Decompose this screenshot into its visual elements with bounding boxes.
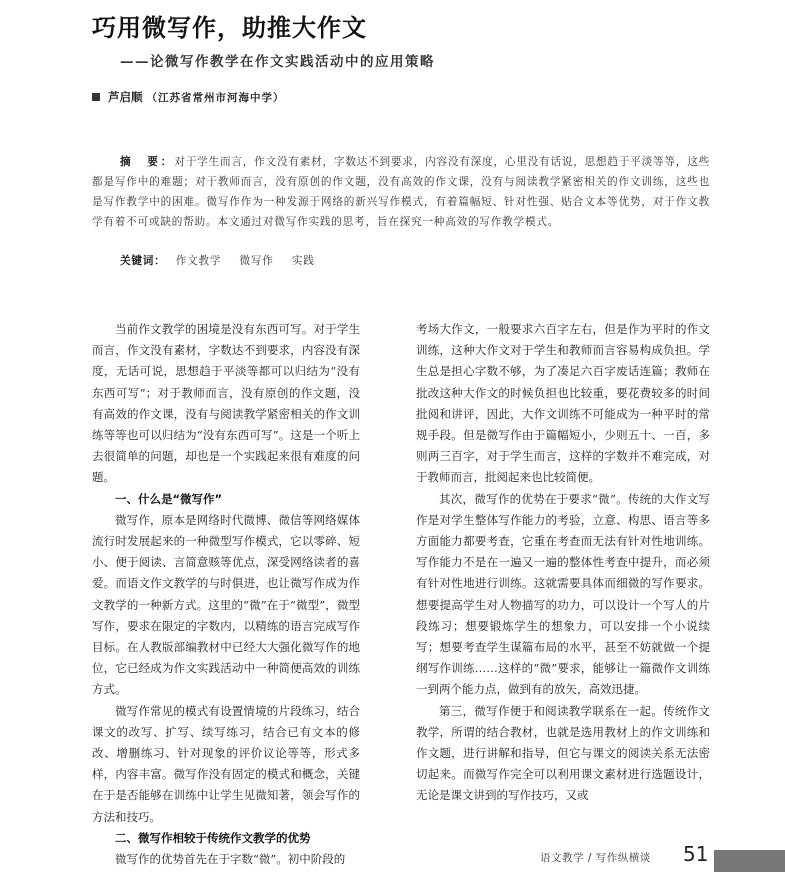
body-column-right [416,319,710,807]
abstract-label: 摘 要： [120,156,175,168]
page-number: 51 [683,842,709,866]
article-subtitle: ——论微写作教学在作文实践活动中的应用策略 [120,54,435,70]
author-line [92,89,285,105]
body-column-left [92,319,360,870]
keyword: 微写作 [239,255,274,267]
article-title: 巧用微写作，助推大作文 [92,14,367,42]
journal-footer: 语文教学 / 写作纵横谈 [540,852,651,864]
abstract-text: 对于学生而言，作文没有素材，字数达不到要求，内容没有深度，心里没有话说，思想趋于平淡等等，这些都是写作中的难题；对于教师而言，没有原创的作文题，没有高效的作文课，没有与阅读教学紧密相关的作文训练，这些也是写作教学中的困难。微写作作为一种发源于网络的新兴写作模式，有着篇幅短、针对性强、贴合文本等优势，对于作文教学有着不可或缺的帮助。本文通过对微写作实践的思考，旨在探究一种高效的写作教学模式。 [92,156,710,228]
keywords-label: 关键词： [120,255,166,267]
author-affiliation: （江苏省常州市河海中学） [146,92,285,104]
paragraph: 微写作的优势首先在于字数“微”。初中阶段的 [115,852,346,867]
paragraph: 第三，微写作便于和阅读教学联系在一起。传统作文教学，所谓的结合教材，也就是选用教材上的作文训练和作文题，进行讲解和指导，但它与课文的阅读关系无法密切起来。而微写作完全可以利用课文素材进行选题设计，无论是课文讲到的写作技巧，又或 [416,703,710,803]
paragraph: 考场大作文，一般要求六百字左右，但是作为平时的作文训练，这种大作文对于学生和教师而言容易构成负担。学生总是担心字数不够，为了凑足六百字废话连篇；教师在批改这种大作文的时候负担也比较重，要花费较多的时间批阅和讲评，因此，大作文训练不可能成为一种平时的常规手段。但是微写作由于篇幅短小，少则五十、一百，多则两三百字，对于学生而言，这样的字数并不难完成，对于教师而言，批阅起来也比较简便。 [416,322,710,485]
keywords [120,253,329,268]
section-heading: 二、微写作相较于传统作文教学的优势 [115,830,311,845]
keyword: 实践 [291,255,315,267]
paragraph: 微写作，原本是网络时代微博、微信等网络媒体流行时发展起来的一种微型写作模式，它以零碎、短小、便于阅读、言简意赅等优点，深受网络读者的喜爱。而语文作文教学的与时俱进，也让微写作成为作文教学的一种新方式。这里的“微”在于“微型”，微型写作，要求在限定的字数内，以精练的语言完成写作目标。在人教版部编教材中已经大大强化微写作的地位，它已经成为作文实践活动中一种简便高效的训练方式。 [92,512,360,697]
abstract [92,152,710,232]
paragraph: 其次，微写作的优势在于要求“微”。传统的大作文写作是对学生整体写作能力的考验，立意、构思、语言等多方面能力都要考查，它重在考查而无法有针对性地训练。写作能力不是在一遍又一遍的整体性考查中提升，而必须有针对性地进行训练。这就需要具体而细微的写作要求。想要提高学生对人物描写的功力，可以设计一个写人的片段练习；想要锻炼学生的想象力，可以安排一个小说续写；想要考查学生谋篇布局的水平，甚至不妨就做一个提纲写作训练……这样的“微”要求，能够让一篇微作文训练一到两个能力点，做到有的放矢，高效迅捷。 [416,491,710,697]
square-bullet-icon [92,93,100,101]
keyword: 作文教学 [175,255,222,267]
footer-bar [714,850,785,872]
paragraph: 当前作文教学的困境是没有东西可写。对于学生而言，作文没有素材，字数达不到要求，内容没有深度，无话可说，思想趋于平淡等都可以归结为“没有东西可写”；对于教师而言，没有原创的作文题，没有高效的作文课，没有与阅读教学紧密相关的作文训练等等也可以归结为“没有东西可写”。这是一个听上去很简单的问题，却也是一个实践起来很有难度的问题。 [92,322,360,485]
author-name: 芦启顺 [108,90,143,104]
paragraph: 微写作常见的模式有设置情境的片段练习，结合课文的改写、扩写、续写练习，结合已有文本的修改、增删练习、针对现象的评价议论等等，形式多样，内容丰富。微写作没有固定的模式和概念，关键在于是否能够在训练中让学生见微知著，领会写作的方法和技巧。 [92,703,360,824]
section-heading: 一、什么是“微写作” [115,491,223,506]
